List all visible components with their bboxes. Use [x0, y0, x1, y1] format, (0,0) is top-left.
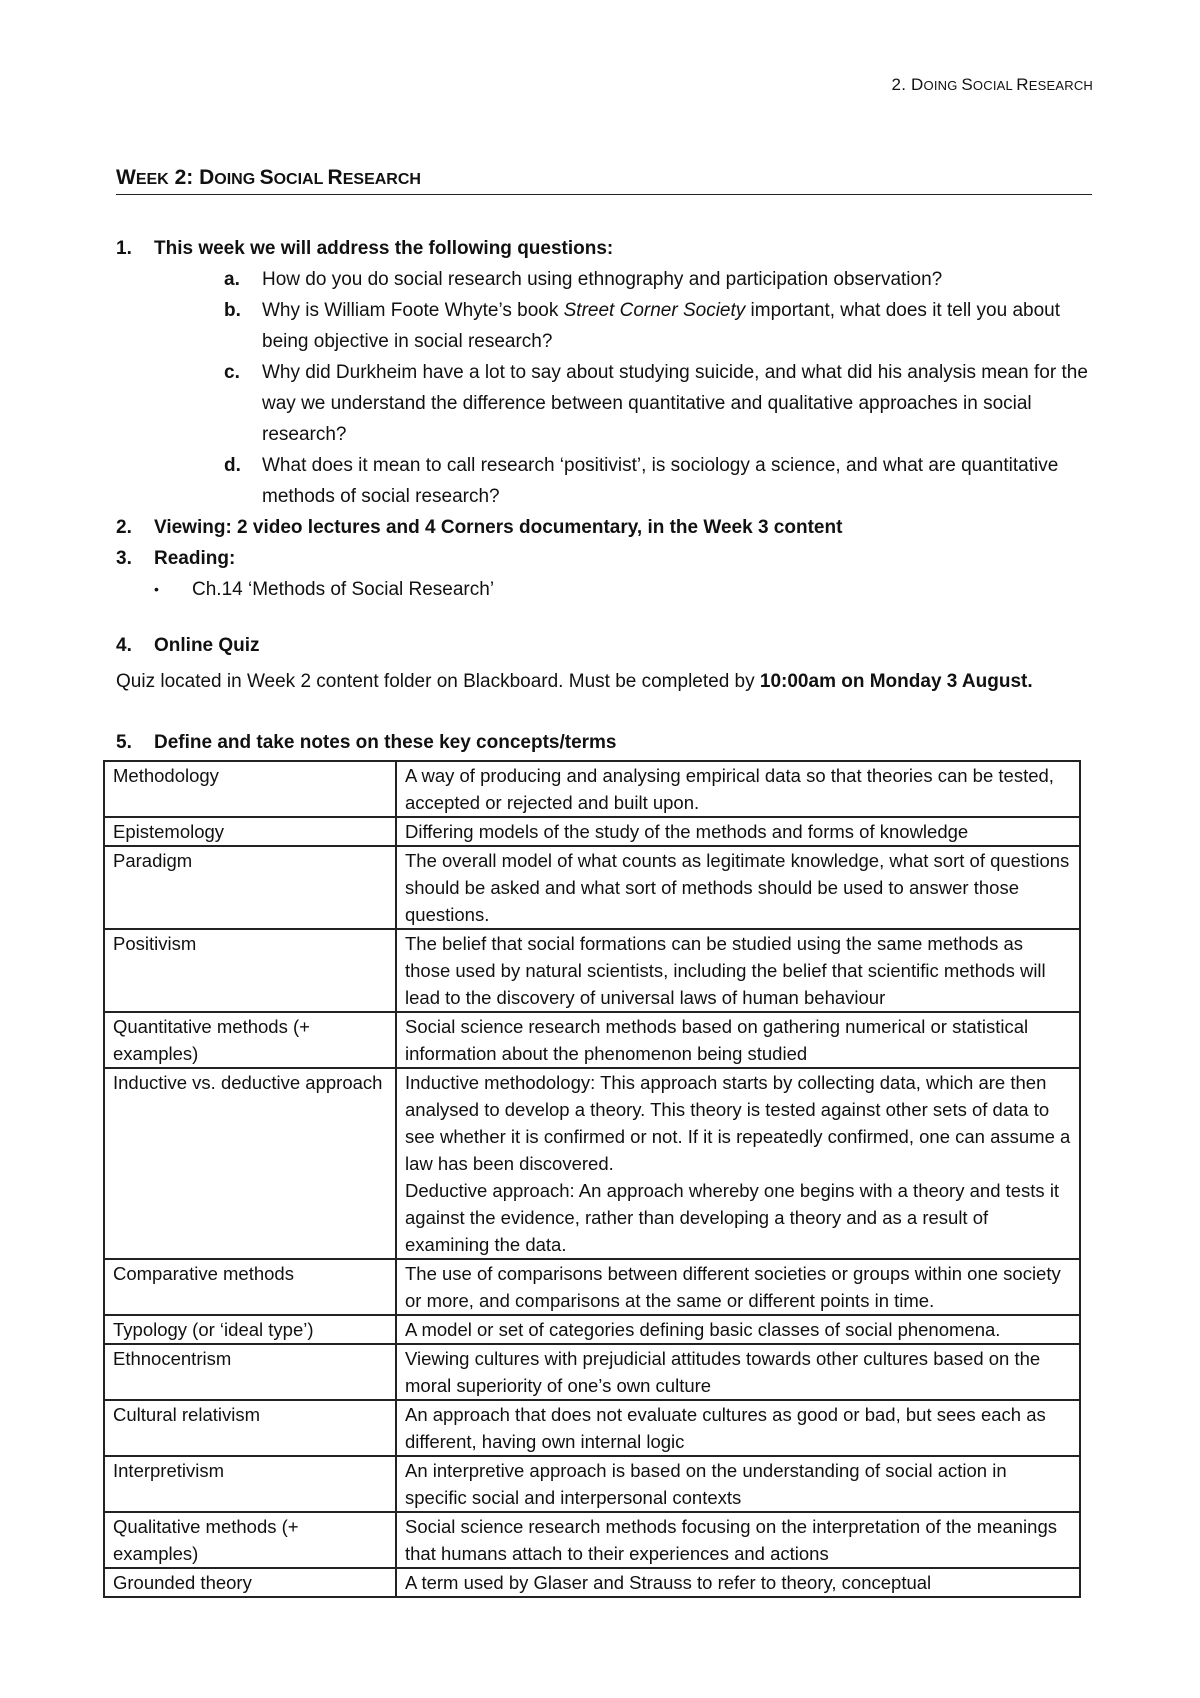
- key-concepts-table: [103, 760, 1081, 1598]
- section-5-heading: 5. Define and take notes on these key concepts/terms: [116, 732, 617, 753]
- definition-cell: [396, 1456, 1080, 1512]
- section-1-heading: 1. This week we will address the following questions:: [116, 238, 614, 259]
- definition-cell: [396, 929, 1080, 1012]
- table-row: [104, 1568, 1080, 1597]
- definition-text: The overall model of what counts as legitimate knowledge, what sort of questions should be asked and what sort of methods should be used to answer those questions.: [405, 850, 1070, 925]
- page-title: WEEK 2: DOING SOCIAL RESEARCH: [116, 166, 1092, 195]
- definition-text: An interpretive approach is based on the understanding of social action in specific social and interpersonal contexts: [405, 1460, 1007, 1508]
- reading-item: • Ch.14 ‘Methods of Social Research’: [154, 574, 1096, 605]
- question-c: c. Why did Durkheim have a lot to say about studying suicide, and what did his analysis mean for the way we understand the difference between quantitative and qualitative approaches in social research?: [224, 362, 1088, 445]
- table-row: [104, 1400, 1080, 1456]
- definition-cell: [396, 817, 1080, 846]
- term-cell: Grounded theory: [104, 1568, 396, 1597]
- definition-cell: [396, 1512, 1080, 1568]
- question-d: d. What does it mean to call research ‘positivist’, is sociology a science, and what are quantitative methods of social research?: [224, 455, 1059, 507]
- table-row: [104, 846, 1080, 929]
- table-row: [104, 817, 1080, 846]
- definition-text: A term used by Glaser and Strauss to refer to theory, conceptual: [405, 1572, 932, 1593]
- term-cell: Comparative methods: [104, 1259, 396, 1315]
- definition-text: Inductive methodology: This approach starts by collecting data, which are then analysed to develop a theory. This theory is tested against other sets of data to see whether it is confirmed or not. If it is repeatedly confirmed, one can assume a law has been discovered.: [405, 1072, 1071, 1174]
- term-cell: Cultural relativism: [104, 1400, 396, 1456]
- section-2-viewing: 2. Viewing: 2 video lectures and 4 Corners documentary, in the Week 3 content: [116, 517, 843, 538]
- definition-cell: [396, 1315, 1080, 1344]
- bullet-icon: •: [154, 581, 159, 597]
- table-row: [104, 1259, 1080, 1315]
- term-cell: Interpretivism: [104, 1456, 396, 1512]
- term-cell: Epistemology: [104, 817, 396, 846]
- term-cell: Positivism: [104, 929, 396, 1012]
- question-a: a. How do you do social research using ethnography and participation observation?: [224, 269, 943, 290]
- definition-text: Social science research methods focusing on the interpretation of the meanings that humans attach to their experiences and actions: [405, 1516, 1057, 1564]
- running-header: 2. DOING SOCIAL RESEARCH: [891, 75, 1093, 94]
- definition-cell: [396, 1259, 1080, 1315]
- definition-text: An approach that does not evaluate cultures as good or bad, but sees each as different, having own internal logic: [405, 1404, 1046, 1452]
- table-row: [104, 929, 1080, 1012]
- section-3-heading: 3. Reading:: [116, 548, 236, 569]
- table-row: [104, 1456, 1080, 1512]
- quiz-info: Quiz located in Week 2 content folder on Blackboard. Must be completed by 10:00am on Monday 3 August.: [116, 671, 1033, 692]
- table-row: [104, 761, 1080, 817]
- term-cell: Ethnocentrism: [104, 1344, 396, 1400]
- table-row: [104, 1012, 1080, 1068]
- definition-text-2: Deductive approach: An approach whereby one begins with a theory and tests it against the evidence, rather than developing a theory and as a result of examining the data.: [405, 1180, 1060, 1255]
- term-cell: Methodology: [104, 761, 396, 817]
- definition-cell: [396, 846, 1080, 929]
- definition-cell: [396, 1068, 1080, 1259]
- question-b: b. Why is William Foote Whyte’s book Street Corner Society important, what does it tell you about being objective in social research?: [224, 300, 1060, 352]
- definition-cell: [396, 1400, 1080, 1456]
- definition-cell: [396, 1568, 1080, 1597]
- definition-text: Social science research methods based on gathering numerical or statistical information about the phenomenon being studied: [405, 1016, 1029, 1064]
- definition-cell: [396, 761, 1080, 817]
- definition-text: A way of producing and analysing empirical data so that theories can be tested, accepted or rejected and built upon.: [405, 765, 1054, 813]
- definition-text: The use of comparisons between different societies or groups within one society or more, and comparisons at the same or different points in time.: [405, 1263, 1061, 1311]
- definition-text: A model or set of categories defining basic classes of social phenomena.: [405, 1319, 1001, 1340]
- definition-text: Differing models of the study of the methods and forms of knowledge: [405, 821, 969, 842]
- definition-cell: [396, 1012, 1080, 1068]
- definition-text: The belief that social formations can be studied using the same methods as those used by natural scientists, including the belief that scientific methods will lead to the discovery of universal laws of human behaviour: [405, 933, 1046, 1008]
- table-row: [104, 1344, 1080, 1400]
- document-body: [116, 233, 1096, 697]
- definition-cell: [396, 1344, 1080, 1400]
- table-row: [104, 1512, 1080, 1568]
- table-row: [104, 1068, 1080, 1259]
- definition-text: Viewing cultures with prejudicial attitudes towards other cultures based on the moral superiority of one’s own culture: [405, 1348, 1041, 1396]
- term-cell: Quantitative methods (+ examples): [104, 1012, 396, 1068]
- term-cell: Paradigm: [104, 846, 396, 929]
- table-row: [104, 1315, 1080, 1344]
- term-cell: Typology (or ‘ideal type’): [104, 1315, 396, 1344]
- term-cell: Qualitative methods (+ examples): [104, 1512, 396, 1568]
- section-4-heading: 4. Online Quiz: [116, 635, 260, 656]
- term-cell: Inductive vs. deductive approach: [104, 1068, 396, 1259]
